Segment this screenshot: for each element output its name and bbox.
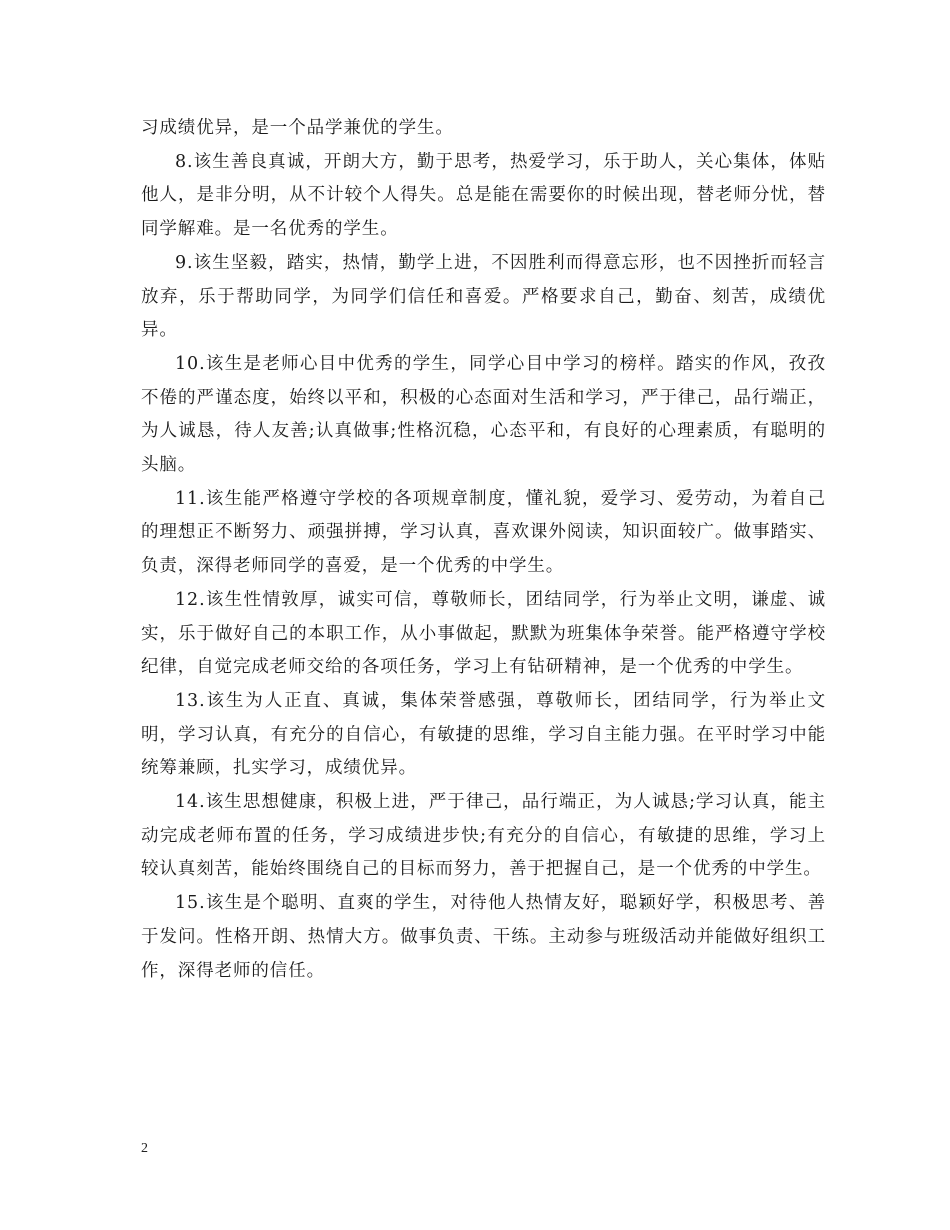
page-number: 2: [141, 1141, 148, 1156]
paragraph-item-14: 14.该生思想健康，积极上进，严于律己，品行端正，为人诚恳;学习认真，能主动完成老师布置的任务，学习成绩进步快;有充分的自信心，有敏捷的思维，学习上较认真刻苦，能始终围绕自己的目标而努力，善于把握自己，是一个优秀的中学生。: [141, 792, 826, 880]
paragraph-continuation: 习成绩优异，是一个品学兼优的学生。: [141, 118, 454, 138]
paragraph-item-11: 11.该生能严格遵守学校的各项规章制度，懂礼貌，爱学习、爱劳动，为着自己的理想正不断努力、顽强拼搏，学习认真，喜欢课外阅读，知识面较广。做事踏实、负责，深得老师同学的喜爱，是一个优秀的中学生。: [141, 488, 826, 577]
paragraph-item-12: 12.该生性情敦厚，诚实可信，尊敬师长，团结同学，行为举止文明，谦虚、诚实，乐于做好自己的本职工作，从小事做起，默默为班集体争荣誉。能严格遵守学校纪律，自觉完成老师交给的各项任务，学习上有钻研精神，是一个优秀的中学生。: [141, 589, 826, 678]
paragraph-item-13: 13.该生为人正直、真诚，集体荣誉感强，尊敬师长，团结同学，行为举止文明，学习认真，有充分的自信心，有敏捷的思维，学习自主能力强。在平时学习中能统筹兼顾，扎实学习，成绩优异。: [141, 690, 826, 779]
paragraph-item-10: 10.该生是老师心目中优秀的学生，同学心目中学习的榜样。踏实的作风，孜孜不倦的严谨态度，始终以平和，积极的心态面对生活和学习，严于律己，品行端正，为人诚恳，待人友善;认真做事;性格沉稳，心态平和，有良好的心理素质，有聪明的头脑。: [141, 353, 826, 476]
paragraph-item-9: 9.该生坚毅，踏实，热情，勤学上进，不因胜利而得意忘形，也不因挫折而轻言放弃，乐于帮助同学，为同学们信任和喜爱。严格要求自己，勤奋、刻苦，成绩优异。: [141, 252, 826, 341]
paragraph-item-15: 15.该生是个聪明、直爽的学生，对待他人热情友好，聪颖好学，积极思考、善于发问。性格开朗、热情大方。做事负责、干练。主动参与班级活动并能做好组织工作，深得老师的信任。: [141, 893, 826, 981]
paragraph-item-8: 8.该生善良真诚，开朗大方，勤于思考，热爱学习，乐于助人，关心集体，体贴他人，是非分明，从不计较个人得失。总是能在需要你的时候出现，替老师分忧，替同学解难。是一名优秀的学生。: [141, 151, 826, 240]
body-text: [141, 112, 826, 988]
